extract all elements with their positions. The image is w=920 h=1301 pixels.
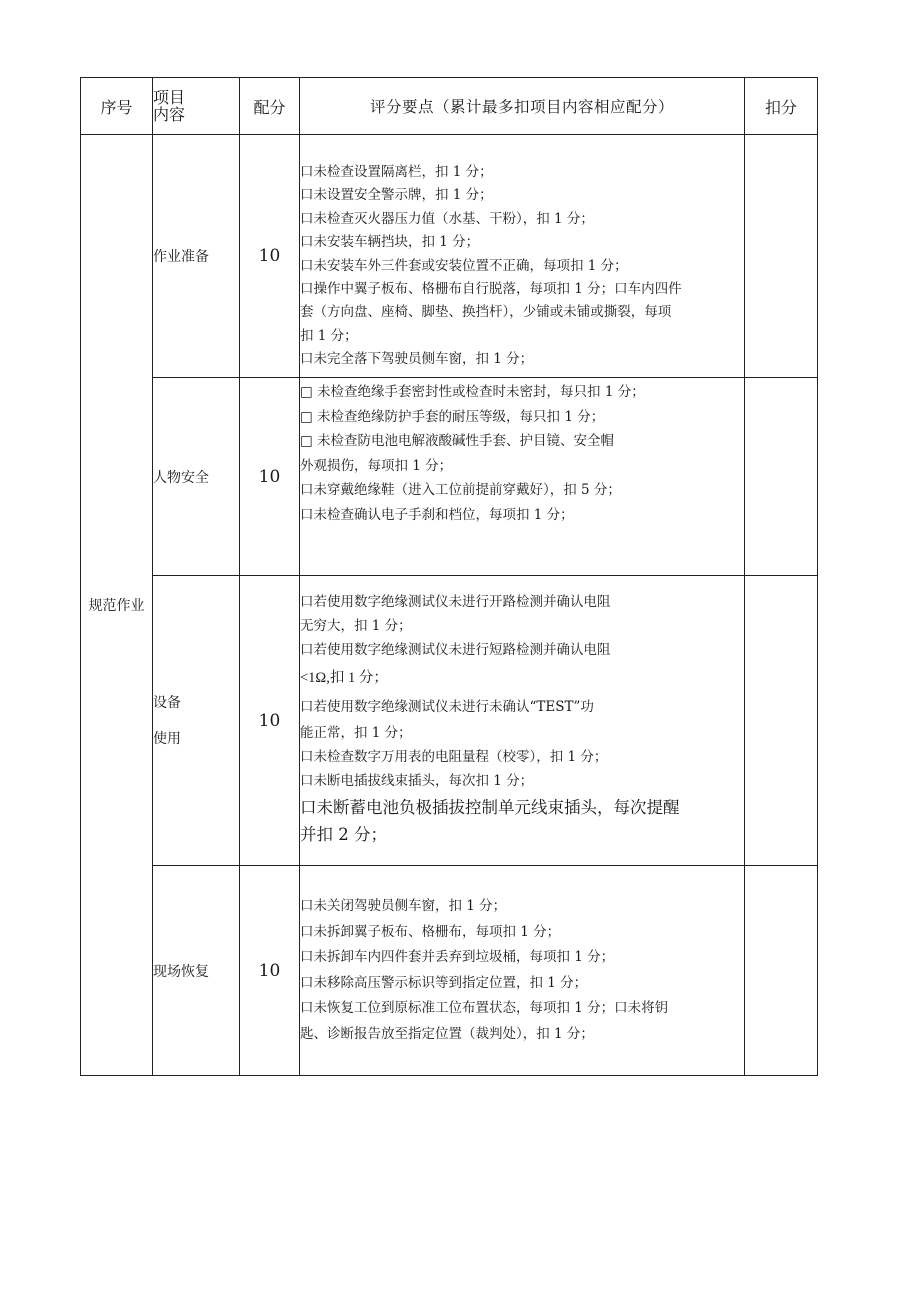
criteria-line: 口未检查灭火器压力值（水基、干粉），扣 1 分； (300, 210, 594, 227)
header-item-line2: 内容 (153, 105, 186, 124)
header-criteria: 评分要点（累计最多扣项目内容相应配分） (300, 78, 745, 135)
item-line: 使用 (153, 730, 181, 747)
criteria-line: 口未穿戴绝缘鞋（进入工位前提前穿戴好），扣 5 分； (300, 482, 621, 499)
deduction-cell (745, 576, 818, 866)
criteria-line: 口未检查确认电子手刹和档位，每项扣 1 分； (300, 506, 574, 523)
criteria-line: 口未断电插拔线束插头，每次扣 1 分； (300, 773, 534, 789)
item-cell: 作业准备 (153, 135, 240, 378)
criteria-line: 外观损伤，每项扣 1 分； (300, 457, 453, 474)
criteria-line: 口未设置安全警示牌，扣 1 分； (300, 187, 493, 204)
criteria-line: 扣 1 分； (300, 327, 358, 344)
item-cell: 现场恢复 (153, 866, 240, 1076)
criteria-line: 无穷大，扣 1 分； (300, 618, 412, 634)
criteria-line: <1Ω,扣 1 分； (300, 670, 388, 686)
table-row (81, 135, 818, 378)
score-cell: 10 (240, 866, 300, 1076)
criteria-line: 口未恢复工位到原标准工位布置状态，每项扣 1 分；口未将钥 (300, 1000, 669, 1016)
criteria-line: 口未移除高压警示标识等到指定位置，扣 1 分； (300, 974, 588, 991)
deduction-cell (745, 866, 818, 1076)
header-item-line1: 项目 (153, 88, 186, 107)
criteria-line: 口若使用数字绝缘测试仪未进行短路检测并确认电阻 (300, 642, 611, 658)
criteria-line: 口若使用数字绝缘测试仪未进行未确认“TEST”功 (300, 699, 594, 715)
table-row (81, 576, 818, 866)
criteria-line: □ 未检查绝缘防护手套的耐压等级，每只扣 1 分； (300, 408, 605, 425)
header-deduction: 扣分 (745, 78, 818, 135)
criteria-line: 并扣 2 分； (300, 825, 387, 844)
criteria-cell (300, 135, 745, 378)
table-row (81, 378, 818, 576)
criteria-line: 能正常，扣 1 分； (300, 725, 412, 741)
score-cell: 10 (240, 378, 300, 576)
criteria-line: 口未完全落下驾驶员侧车窗，扣 1 分； (300, 351, 534, 368)
item-cell: 人物安全 (153, 378, 240, 576)
item-cell (153, 576, 240, 866)
header-index: 序号 (81, 78, 153, 135)
criteria-line: 口未拆卸翼子板布、格栅布，每项扣 1 分； (300, 923, 561, 940)
deduction-cell (745, 135, 818, 378)
criteria-cell (300, 378, 745, 576)
category-cell: 规范作业 (81, 135, 153, 1076)
score-cell: 10 (240, 135, 300, 378)
criteria-line: 匙、诊断报告放至指定位置（裁判处），扣 1 分； (300, 1025, 594, 1042)
table-row (81, 866, 818, 1076)
deduction-cell (745, 378, 818, 576)
header-row (81, 78, 818, 135)
criteria-line: □ 未检查防电池电解液酸碱性手套、护目镜、安全帽 (300, 433, 615, 450)
criteria-line: 口操作中翼子板布、格栅布自行脱落，每项扣 1 分；口车内四件 (300, 281, 682, 298)
scoring-table (80, 77, 818, 1076)
criteria-cell (300, 576, 745, 866)
header-score: 配分 (240, 78, 300, 135)
criteria-line: 口若使用数字绝缘测试仪未进行开路检测并确认电阻 (300, 594, 611, 610)
criteria-line: 口未断蓄电池负极插拔控制单元线束插头，每次提醒 (300, 798, 680, 817)
criteria-line: □ 未检查绝缘手套密封性或检查时未密封，每只扣 1 分； (300, 384, 645, 400)
criteria-line: 套（方向盘、座椅、脚垫、换挡杆），少铺或未铺或撕裂，每项 (300, 304, 672, 321)
criteria-line: 口未关闭驾驶员侧车窗，扣 1 分； (300, 898, 507, 914)
item-line: 设备 (153, 694, 181, 711)
criteria-line: 口未安装车外三件套或安装位置不正确，每项扣 1 分； (300, 257, 628, 274)
score-cell: 10 (240, 576, 300, 866)
criteria-cell (300, 866, 745, 1076)
criteria-line: 口未检查设置隔离栏，扣 1 分； (300, 164, 493, 180)
criteria-line: 口未安装车辆挡块，扣 1 分； (300, 234, 480, 251)
criteria-line: 口未拆卸车内四件套并丢弃到垃圾桶，每项扣 1 分； (300, 949, 615, 965)
criteria-line: 口未检查数字万用表的电阻量程（校零），扣 1 分； (300, 749, 608, 765)
header-item (153, 78, 240, 135)
